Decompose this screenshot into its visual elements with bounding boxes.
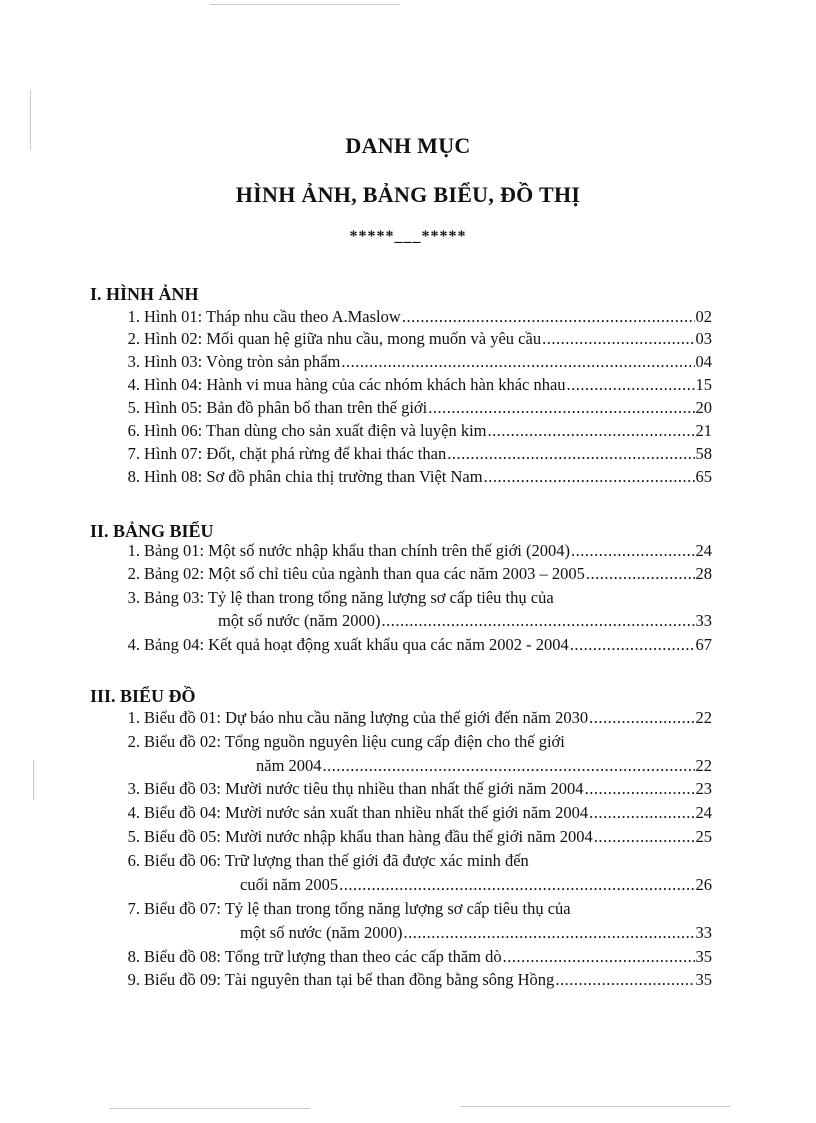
entry-page: 02 [695,307,712,326]
list-item[interactable]: 1. Hình 01: Tháp nhu cầu theo A.Maslow ..... 02 [90,306,712,328]
list-item[interactable]: 7. Biểu đồ 07: Tỷ lệ than trong tổng năng lượng sơ cấp tiêu thụ của một số nước (năm 2000) ..... 33 [90,898,712,942]
dot-leader [571,540,695,562]
entry-page: 33 [695,923,712,942]
title-ornament: *****___***** [349,228,467,245]
dot-leader [339,874,694,896]
entry-text: Than dùng cho sản xuất điện và luyện kim [206,421,487,440]
entry-label: Hình 08: [144,467,203,486]
entry-label: Hình 03: [144,352,203,371]
entry-label: Biểu đồ 01: [144,708,221,727]
section-heading-bieu-do: III. BIỂU ĐỒ [90,686,196,706]
dot-leader [586,563,695,585]
page-title: DANH MỤC [345,133,471,158]
list-item[interactable]: 3. Biểu đồ 03: Mười nước tiêu thụ nhiều than nhất thế giới năm 2004 ..... 23 [90,778,712,800]
list-item[interactable]: 4. Bảng 04: Kết quả hoạt động xuất khẩu qua các năm 2002 - 2004 ..... 67 [90,634,712,656]
entry-page: 24 [695,803,712,822]
entry-text: Đốt, chặt phá rừng để khai thác than [206,444,447,463]
entry-label: Bảng 01: [144,541,205,560]
list-item[interactable]: 1. Bảng 01: Một số nước nhập khẩu than chính trên thế giới (2004) ..... 24 [90,540,712,562]
dot-leader [341,351,694,373]
dot-leader [567,374,695,396]
entry-text: Tổng nguồn nguyên liệu cung cấp điện cho thế giới [224,732,565,751]
entry-page: 15 [695,375,712,394]
entry-text: Bản đồ phân bố than trên thế giới [206,398,428,417]
scan-edge-mark-bottom [460,1106,730,1107]
list-item[interactable]: 6. Biểu đồ 06: Trữ lượng than thế giới đã được xác minh đến cuối năm 2005 ..... 26 [90,850,712,894]
entry-page: 20 [695,398,712,417]
dot-leader [594,826,695,848]
entry-text: Trữ lượng than thế giới đã được xác minh đến [224,851,529,870]
entry-label: Biểu đồ 03: [144,779,221,798]
entry-text-continuation: cuối năm 2005 [240,875,339,894]
entry-text: Một số nước nhập khẩu than chính trên thế giới (2004) [208,541,570,560]
list-item[interactable]: 4. Hình 04: Hành vi mua hàng của các nhóm khách hàn khác nhau ..... 15 [90,374,712,396]
list-item[interactable]: 2. Bảng 02: Một số chỉ tiêu của ngành than qua các năm 2003 – 2005 ..... 28 [90,563,712,585]
entry-page: 23 [695,779,712,798]
entry-text: Sơ đồ phân chia thị trường than Việt Nam [206,467,483,486]
entry-text: Vòng tròn sản phẩm [206,352,341,371]
entry-text: Tổng trữ lượng than theo các cấp thăm dò [224,947,502,966]
entry-text: Mười nước nhập khẩu than hàng đầu thế giới năm 2004 [225,827,593,846]
entry-page: 03 [695,329,712,348]
entry-page: 35 [695,970,712,989]
entry-text-continuation: năm 2004 [256,756,322,775]
entry-text: Mối quan hệ giữa nhu cầu, mong muốn và yêu cầu [206,329,542,348]
dot-leader [428,397,694,419]
list-item[interactable]: 5. Biểu đồ 05: Mười nước nhập khẩu than hàng đầu thế giới năm 2004 ..... 25 [90,826,712,848]
entry-page: 21 [695,421,712,440]
entry-text: Mười nước sản xuất than nhiều nhất thế giới năm 2004 [225,803,589,822]
entry-text: Tài nguyên than tại bể than đồng bằng sông Hồng [224,970,555,989]
entry-label: Bảng 02: [144,564,205,583]
dot-leader [570,634,695,656]
entry-label: Hình 02: [144,329,203,348]
list-item[interactable]: 9. Biểu đồ 09: Tài nguyên than tại bể than đồng bằng sông Hồng ..... 35 [90,969,712,991]
entry-text: Tỷ lệ than trong tổng năng lượng sơ cấp tiêu thụ của [224,899,571,918]
entry-page: 22 [695,756,712,775]
entry-text: Kết quả hoạt động xuất khẩu qua các năm 2002 - 2004 [208,635,569,654]
entry-text: Hành vi mua hàng của các nhóm khách hàn khác nhau [206,375,566,394]
entry-page: 67 [695,635,712,654]
dot-leader [447,443,694,465]
dot-leader [555,969,694,991]
entry-text: Dự báo nhu cầu năng lượng của thế giới đến năm 2030 [225,708,589,727]
entry-label: Biểu đồ 08: [144,947,221,966]
dot-leader [402,306,695,328]
dot-leader [487,420,694,442]
entry-page: 33 [695,611,712,630]
entry-label: Biểu đồ 07: [144,899,221,918]
section-heading-bang-bieu: II. BẢNG BIỂU [90,521,214,541]
list-item[interactable]: 3. Bảng 03: Tỷ lệ than trong tổng năng lượng sơ cấp tiêu thụ của một số nước (năm 2000) ..... 33 [90,587,712,631]
entry-label: Hình 01: [144,307,203,326]
entry-text-continuation: một số nước (năm 2000) [218,611,381,630]
dot-leader [585,778,695,800]
section-heading-hinh-anh: I. HÌNH ẢNH [90,284,199,304]
entry-label: Biểu đồ 02: [144,732,221,751]
entry-text: Một số chỉ tiêu của ngành than qua các năm 2003 – 2005 [208,564,585,583]
dot-leader [503,946,695,968]
entry-page: 04 [695,352,712,371]
dot-leader [381,610,694,632]
scan-edge-mark-bottom [110,1108,310,1109]
page-subtitle: HÌNH ẢNH, BẢNG BIỂU, ĐỒ THỊ [235,182,581,207]
entry-label: Bảng 03: [144,588,205,607]
entry-label: Hình 06: [144,421,203,440]
entry-text: Tháp nhu cầu theo A.Maslow [206,307,401,326]
dot-leader [589,802,694,824]
entry-label: Hình 07: [144,444,203,463]
entry-text-continuation: một số nước (năm 2000) [240,923,403,942]
list-item[interactable]: 4. Biểu đồ 04: Mười nước sản xuất than nhiều nhất thế giới năm 2004 ..... 24 [90,802,712,824]
entry-page: 28 [695,564,712,583]
entry-label: Bảng 04: [144,635,205,654]
entry-page: 26 [695,875,712,894]
list-item[interactable]: 7. Hình 07: Đốt, chặt phá rừng để khai thác than ..... 58 [90,443,712,465]
list-item[interactable]: 2. Biểu đồ 02: Tổng nguồn nguyên liệu cung cấp điện cho thế giới năm 2004 ..... 22 [90,731,712,775]
list-item[interactable]: 1. Biểu đồ 01: Dự báo nhu cầu năng lượng của thế giới đến năm 2030 ..... 22 [90,707,712,729]
dot-leader [484,466,695,488]
entry-label: Biểu đồ 06: [144,851,221,870]
list-item[interactable]: 6. Hình 06: Than dùng cho sản xuất điện và luyện kim ..... 21 [90,420,712,442]
entry-label: Biểu đồ 05: [144,827,221,846]
entry-page: 22 [695,708,712,727]
dot-leader [323,755,695,777]
entry-page: 35 [695,947,712,966]
scan-edge-mark-left [33,760,34,800]
entry-text: Tỷ lệ than trong tổng năng lượng sơ cấp tiêu thụ của [207,588,554,607]
entry-page: 25 [695,827,712,846]
entry-label: Hình 05: [144,398,203,417]
entry-page: 58 [695,444,712,463]
entry-label: Biểu đồ 09: [144,970,221,989]
list-item[interactable]: 5. Hình 05: Bản đồ phân bố than trên thế giới ..... 20 [90,397,712,419]
dot-leader [403,922,694,944]
scan-edge-mark-top [210,4,400,5]
list-item[interactable]: 8. Biểu đồ 08: Tổng trữ lượng than theo các cấp thăm dò ..... 35 [90,946,712,968]
entry-page: 65 [695,467,712,486]
dot-leader [542,328,694,350]
list-item[interactable]: 2. Hình 02: Mối quan hệ giữa nhu cầu, mong muốn và yêu cầu ..... 03 [90,328,712,350]
list-item[interactable]: 8. Hình 08: Sơ đồ phân chia thị trường than Việt Nam ..... 65 [90,466,712,488]
entry-label: Hình 04: [144,375,203,394]
entry-page: 24 [695,541,712,560]
dot-leader [589,707,694,729]
entry-text: Mười nước tiêu thụ nhiều than nhất thế giới năm 2004 [225,779,584,798]
list-item[interactable]: 3. Hình 03: Vòng tròn sản phẩm ..... 04 [90,351,712,373]
entry-label: Biểu đồ 04: [144,803,221,822]
